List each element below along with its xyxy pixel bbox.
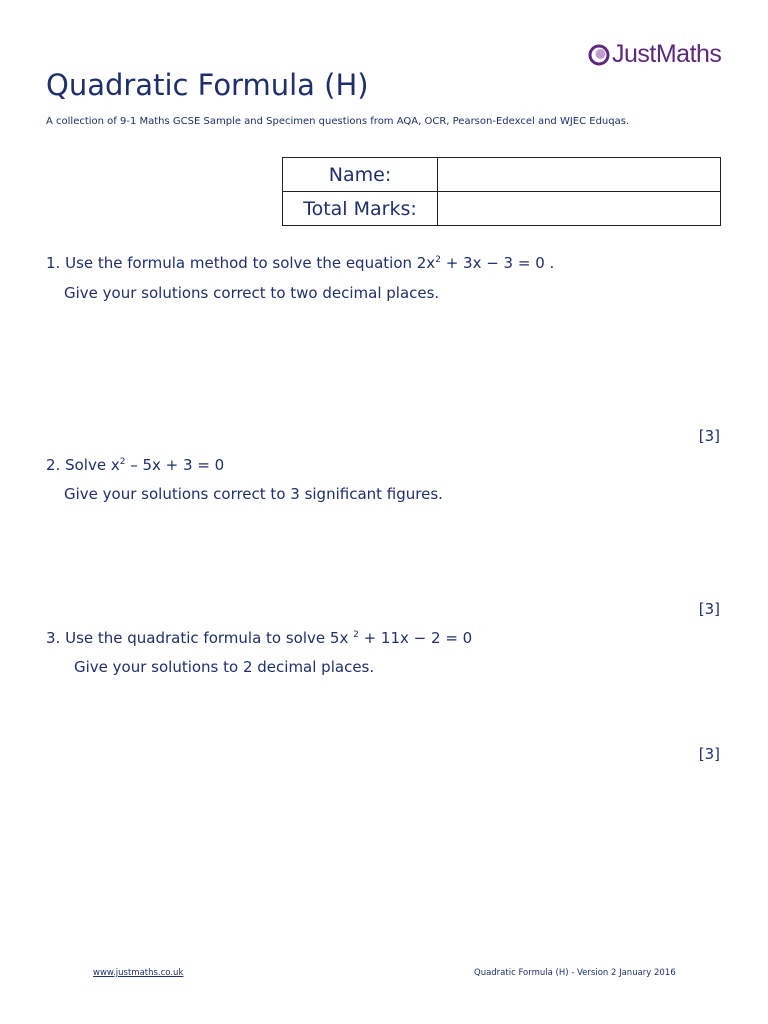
- logo-swirl-icon: [588, 44, 610, 66]
- question-text: Solve $x^2 - 5x + 3 = 0$: [65, 456, 225, 474]
- justmaths-logo: [588, 40, 721, 69]
- total-marks-row: [283, 192, 721, 226]
- question-3-marks: [3]: [698, 745, 720, 763]
- question-3-instruction: Give your solutions to 2 decimal places.: [74, 658, 375, 676]
- name-field[interactable]: [438, 158, 721, 192]
- student-info-table: [282, 157, 721, 226]
- question-2: [46, 456, 224, 474]
- logo-text: JustMaths: [612, 40, 722, 68]
- question-text: Use the formula method to solve the equation $2x^2 + 3x - 3 = 0$ .: [65, 254, 555, 272]
- question-3: [46, 629, 472, 647]
- question-2-marks: [3]: [698, 600, 720, 618]
- question-text: Use the quadratic formula to solve 5x $^2$ + 11x − 2 = 0: [65, 629, 473, 647]
- question-1: [46, 254, 554, 272]
- question-number: 3.: [46, 629, 61, 647]
- total-marks-label: Total Marks:: [283, 192, 438, 226]
- question-number: 2.: [46, 456, 61, 474]
- question-1-instruction: Give your solutions correct to two decimal places.: [64, 284, 440, 302]
- page-title: Quadratic Formula (H): [46, 68, 369, 102]
- total-marks-field[interactable]: [438, 192, 721, 226]
- name-label: Name:: [283, 158, 438, 192]
- footer-version: Quadratic Formula (H) - Version 2 January 2016: [474, 968, 676, 978]
- footer-website-link[interactable]: www.justmaths.co.uk: [93, 968, 184, 978]
- page-subtitle: A collection of 9-1 Maths GCSE Sample and Specimen questions from AQA, OCR, Pearson-Edexcel and WJEC Eduqas.: [46, 116, 630, 127]
- question-1-marks: [3]: [698, 427, 720, 445]
- exponent: 2: [119, 457, 126, 467]
- exponent: 2: [353, 630, 359, 640]
- exponent: 2: [435, 255, 441, 265]
- name-row: [283, 158, 721, 192]
- question-2-instruction: Give your solutions correct to 3 significant figures.: [64, 485, 443, 503]
- question-number: 1.: [46, 254, 61, 272]
